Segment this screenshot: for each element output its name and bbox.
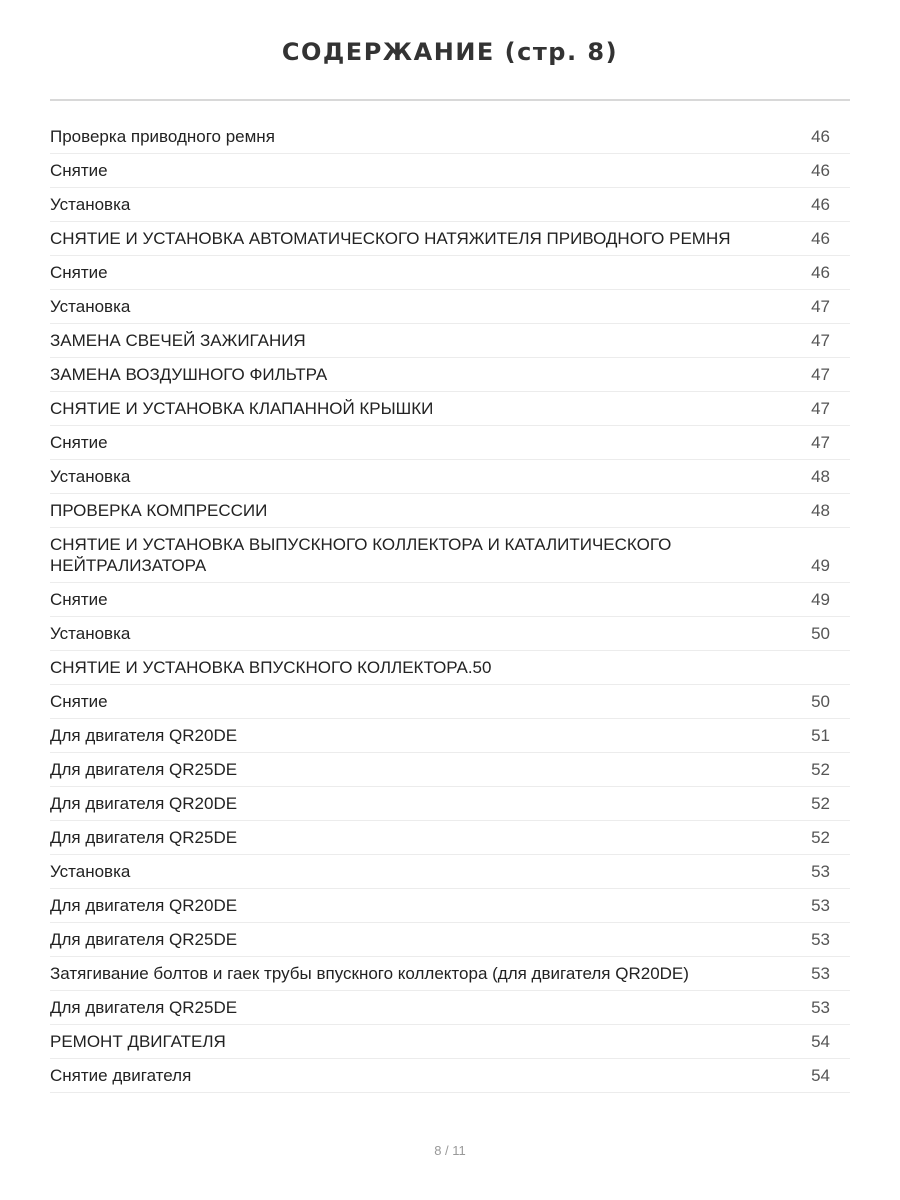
toc-entry-title: Для двигателя QR25DE: [50, 998, 238, 1017]
toc-entry-title: ЗАМЕНА СВЕЧЕЙ ЗАЖИГАНИЯ: [50, 331, 306, 350]
toc-entry[interactable]: [50, 392, 850, 426]
toc-entry[interactable]: [50, 494, 850, 528]
table-of-contents: [50, 120, 850, 1093]
toc-entry-page: 47: [811, 399, 830, 418]
toc-entry[interactable]: [50, 460, 850, 494]
toc-entry-page: 53: [811, 998, 830, 1017]
toc-entry-page: 50: [811, 624, 830, 643]
toc-entry-page: 50: [811, 692, 830, 711]
toc-entry[interactable]: [50, 685, 850, 719]
toc-entry[interactable]: [50, 426, 850, 460]
toc-entry[interactable]: [50, 120, 850, 154]
toc-entry[interactable]: [50, 358, 850, 392]
toc-entry-page: 47: [811, 297, 830, 316]
title-divider: [50, 99, 850, 101]
toc-entry-page: 52: [811, 760, 830, 779]
toc-entry-title: Проверка приводного ремня: [50, 127, 275, 146]
toc-entry-page: 53: [811, 964, 830, 983]
toc-entry[interactable]: [50, 528, 850, 583]
toc-entry-title: Снятие: [50, 161, 108, 180]
toc-entry-page: 46: [811, 263, 830, 282]
toc-entry[interactable]: [50, 324, 850, 358]
toc-entry-page: 53: [811, 862, 830, 881]
toc-entry-title: ПРОВЕРКА КОМПРЕССИИ: [50, 501, 268, 520]
toc-entry-page: 47: [811, 331, 830, 350]
toc-entry[interactable]: [50, 583, 850, 617]
toc-entry-page: 46: [811, 161, 830, 180]
toc-entry-title: Для двигателя QR20DE: [50, 794, 238, 813]
toc-entry-page: 54: [811, 1032, 830, 1051]
toc-entry-title: Для двигателя QR20DE: [50, 726, 238, 745]
toc-entry-title: Установка: [50, 624, 131, 643]
toc-entry[interactable]: [50, 154, 850, 188]
toc-entry-title: Снятие: [50, 692, 108, 711]
toc-entry-title: ЗАМЕНА ВОЗДУШНОГО ФИЛЬТРА: [50, 365, 328, 384]
toc-entry-title: Затягивание болтов и гаек трубы впускного коллектора (для двигателя QR20DE): [50, 964, 689, 983]
toc-entry[interactable]: [50, 923, 850, 957]
toc-entry-page: 52: [811, 794, 830, 813]
page-title: СОДЕРЖАНИЕ (стр. 8): [281, 38, 619, 66]
toc-entry[interactable]: [50, 991, 850, 1025]
toc-entry[interactable]: [50, 787, 850, 821]
toc-entry-title: СНЯТИЕ И УСТАНОВКА АВТОМАТИЧЕСКОГО НАТЯЖИТЕЛЯ ПРИВОДНОГО РЕМНЯ: [50, 229, 731, 248]
toc-entry[interactable]: [50, 855, 850, 889]
toc-entry-title: Установка: [50, 467, 131, 486]
toc-entry-page: 53: [811, 896, 830, 915]
toc-entry[interactable]: [50, 617, 850, 651]
toc-entry-title: Установка: [50, 195, 131, 214]
toc-entry-title: Снятие: [50, 590, 108, 609]
toc-entry-title: Для двигателя QR25DE: [50, 828, 238, 847]
toc-entry-title: Для двигателя QR25DE: [50, 930, 238, 949]
toc-entry-page: 51: [811, 726, 830, 745]
toc-entry-title: Для двигателя QR25DE: [50, 760, 238, 779]
toc-entry[interactable]: [50, 1025, 850, 1059]
toc-entry[interactable]: [50, 256, 850, 290]
toc-entry-title: РЕМОНТ ДВИГАТЕЛЯ: [50, 1032, 226, 1051]
toc-entry-title: СНЯТИЕ И УСТАНОВКА ВПУСКНОГО КОЛЛЕКТОРА.50: [50, 658, 492, 677]
toc-entry-title: Снятие: [50, 433, 108, 452]
toc-entry[interactable]: [50, 957, 850, 991]
toc-entry[interactable]: [50, 188, 850, 222]
toc-entry-page: 52: [811, 828, 830, 847]
toc-entry-page: 53: [811, 930, 830, 949]
toc-entry[interactable]: [50, 651, 850, 685]
toc-entry-page: 48: [811, 467, 830, 486]
toc-entry[interactable]: [50, 889, 850, 923]
page-indicator: 8 / 11: [434, 1143, 466, 1158]
toc-entry-page: 49: [811, 556, 830, 575]
toc-entry-page: 46: [811, 229, 830, 248]
toc-entry-page: 46: [811, 195, 830, 214]
toc-entry[interactable]: [50, 821, 850, 855]
toc-entry[interactable]: [50, 222, 850, 256]
toc-entry-page: 49: [811, 590, 830, 609]
toc-entry[interactable]: [50, 1059, 850, 1093]
toc-entry-page: 54: [811, 1066, 830, 1085]
toc-entry-title: Для двигателя QR20DE: [50, 896, 238, 915]
toc-entry-page: 48: [811, 501, 830, 520]
toc-entry-page: 47: [811, 433, 830, 452]
toc-entry-title: Установка: [50, 297, 131, 316]
toc-entry-title: Установка: [50, 862, 131, 881]
toc-entry-title: Снятие: [50, 263, 108, 282]
toc-entry-title: СНЯТИЕ И УСТАНОВКА КЛАПАННОЙ КРЫШКИ: [50, 399, 434, 418]
toc-entry[interactable]: [50, 719, 850, 753]
toc-entry[interactable]: [50, 290, 850, 324]
toc-entry[interactable]: [50, 753, 850, 787]
toc-entry-page: 47: [811, 365, 830, 384]
toc-entry-page: 46: [811, 127, 830, 146]
toc-entry-title: Снятие двигателя: [50, 1066, 192, 1085]
toc-entry-title: СНЯТИЕ И УСТАНОВКА ВЫПУСКНОГО КОЛЛЕКТОРА И КАТАЛИТИЧЕСКОГО НЕЙТРАЛИЗАТОРА: [50, 535, 672, 575]
